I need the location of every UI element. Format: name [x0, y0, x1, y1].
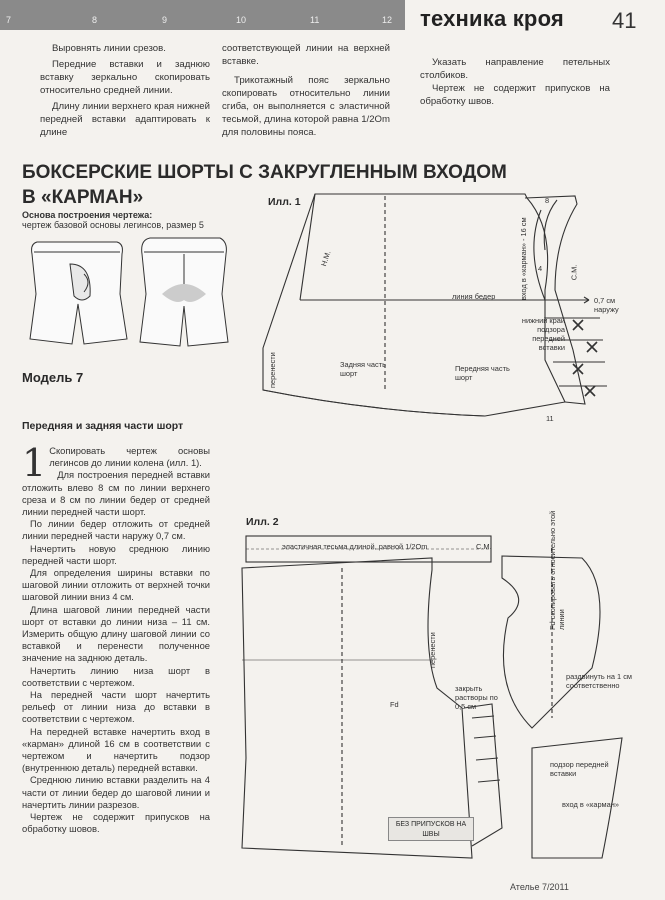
ill1-dim-4: 4 — [538, 264, 543, 273]
basis-note — [22, 210, 204, 230]
ill2-spread-label: раздвинуть на 1 см соответственно — [566, 672, 632, 690]
ruler-number: 11 — [310, 15, 320, 25]
paragraph: Выровнять линии срезов. — [52, 43, 166, 54]
paragraph: Начертить линию низа шорт в соответствии с чертежом. — [22, 664, 210, 688]
paragraph: Длина шаговой линии передней части шорт от вставки до линии низа – 11 см. Измерить общую длину шаговой линии со вставкой и перенести полученное значение на заднюю деталь. — [22, 603, 210, 664]
ill2-entry-label: вход в «карман» — [562, 800, 619, 809]
footer-issue: Ателье 7/2011 — [510, 882, 569, 892]
basis-text: чертеж базовой основы легинсов, размер 5 — [22, 220, 204, 230]
paragraph: Длину линии верхнего края нижней передней вставки адаптировать к длине — [40, 101, 210, 138]
paragraph: На передней части шорт начертить рельеф от линии низа до вставки в соответствии с чертежом. — [22, 689, 210, 725]
ill2-copy-mirror-label: Fd скопировать относительно этой линии — [548, 510, 566, 630]
paragraph: соответствующей линии на верхней вставке. — [222, 43, 390, 67]
ill1-transfer-label: перенести — [268, 352, 277, 388]
section-subtitle: Передняя и задняя части шорт — [22, 420, 184, 432]
ruler-strip — [0, 0, 405, 30]
paragraph: Чертеж не содержит припусков на обработку шовов. — [22, 811, 210, 835]
paragraph: Скопировать чертеж основы легинсов до линии колена (илл. 1). — [49, 445, 210, 469]
ill2-close-darts-label: закрыть растворы по 0,5 см — [455, 684, 498, 711]
ill2-facing-label: подзор передней вставки — [550, 760, 609, 778]
ill1-nm-label: Н.М. — [319, 249, 333, 268]
paragraph: Передние вставки и заднюю вставку зеркально скопировать относительно средней линии. — [40, 59, 210, 96]
ill1-entry-label: вход в «карман» - 16 см — [519, 217, 528, 300]
paragraph: Для построения передней вставки отложить влево 8 см по линии верхнего среза и 8 см по линии бедер от средней линии передней части шорт. — [22, 469, 210, 518]
ill1-caption: Илл. 1 — [268, 196, 301, 208]
paragraph: Начертить новую среднюю линию передней части шорт. — [22, 542, 210, 566]
model-label: Модель 7 — [22, 370, 84, 385]
ruler-number: 7 — [6, 15, 12, 25]
ill2-transfer-label: перенести — [428, 632, 437, 668]
page-number: 41 — [612, 8, 637, 33]
top-column-2 — [222, 42, 390, 139]
ill1-front-label: Передняя часть шорт — [455, 364, 510, 382]
ruler-number: 12 — [382, 15, 393, 25]
ill1-outward-label: 0,7 см наружу — [594, 296, 619, 314]
paragraph: Среднюю линию вставки разделить на 4 части от линии бедер до шаговой линии и начертить линии разрезов. — [22, 774, 210, 810]
ill2-fd-label: Fd — [390, 700, 399, 709]
paragraph: Указать направление петельных столбиков. — [420, 57, 610, 81]
ill2-fold-label: С.М. — [476, 542, 492, 551]
title-line: БОКСЕРСКИЕ ШОРТЫ С ЗАКРУГЛЕННЫМ ВХОДОМ — [22, 162, 507, 183]
drop-cap: 1 — [22, 441, 47, 485]
ill1-back-label: Задняя часть шорт — [340, 360, 386, 378]
title-line: В «КАРМАН» — [22, 187, 144, 208]
top-column-1 — [40, 42, 210, 139]
ruler-number: 9 — [162, 15, 168, 25]
ruler-number: 8 — [92, 15, 98, 25]
ill2-caption: Илл. 2 — [246, 516, 279, 528]
top-column-3 — [420, 56, 610, 108]
paragraph: Чертеж не содержит припусков на обработку швов. — [420, 83, 610, 107]
ruler-number: 10 — [236, 15, 247, 25]
paragraph: На передней вставке начертить вход в «карман» длиной 16 см в соответствии с чертежом и начертить подзор (внутреннюю деталь) передней вставки. — [22, 725, 210, 774]
instructions-text — [22, 441, 210, 836]
ill1-lower-edge-label: нижний край подзора передней вставки — [521, 316, 565, 352]
boxer-shorts-illustration — [22, 234, 232, 364]
ill2-elastic-label: эластичная тесьма длиной, равной 1/2Оm — [282, 542, 428, 551]
basis-label: Основа построения чертежа: — [22, 210, 153, 220]
paragraph: По линии бедер отложить от средней линии передней части наружу 0,7 см. — [22, 518, 210, 542]
ill1-dim-11: 11 — [546, 414, 554, 423]
no-allowance-stamp: БЕЗ ПРИПУСКОВ НА ШВЫ — [388, 817, 474, 841]
ill1-pattern-drawing — [255, 190, 635, 510]
ill1-sm-label: С.М. — [569, 264, 579, 281]
paragraph: Трикотажный пояс зеркально скопировать относительно линии сгиба, он выполняется с эластичной тесьмой, длина которой равна 1/2Оm для половины пояса. — [222, 75, 390, 138]
ill1-hip-line-label: линия бедер — [452, 292, 496, 301]
paragraph: Для определения ширины вставки по шаговой линии отложить от верхней точки шаговой линии вниз 4 см. — [22, 567, 210, 603]
section-header: техника кроя — [420, 6, 564, 31]
ill1-dim-8: 8 — [545, 196, 550, 205]
